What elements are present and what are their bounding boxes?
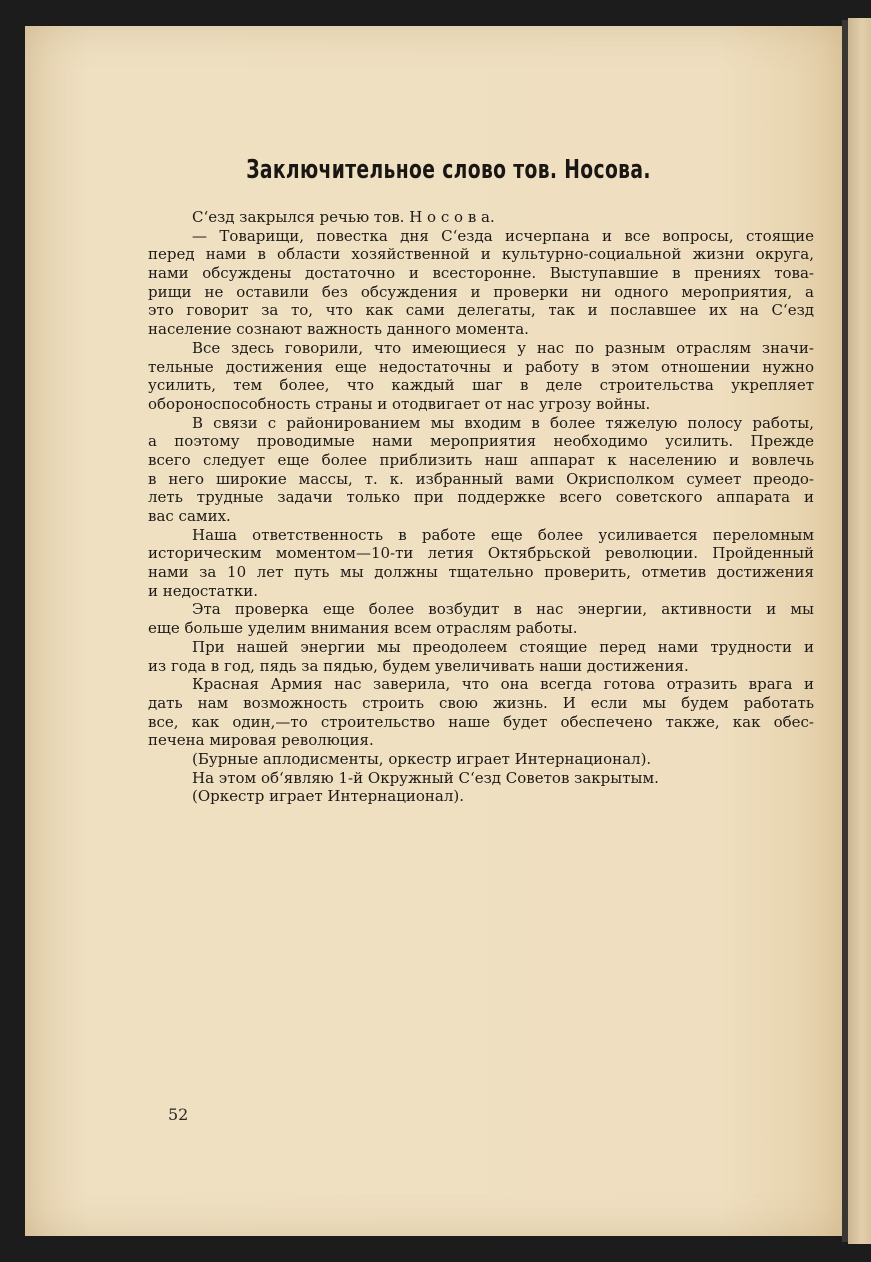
text-line: леть трудные задачи только при поддержке всего советского аппарата и bbox=[148, 488, 814, 507]
text-line: При нашей энергии мы преодолеем стоящие перед нами трудности и bbox=[192, 637, 814, 656]
text-line: в него широкие массы, т. к. избранный вами Окрисполком сумеет преодо- bbox=[148, 469, 814, 488]
text-line: вас самих. bbox=[148, 507, 231, 525]
text-line: нами за 10 лет путь мы должны тщательно проверить, отметив достижения bbox=[148, 563, 814, 582]
page-title: Заключительное слово тов. Носова. bbox=[246, 155, 651, 185]
text-line: С‘езд закрылся речью тов. Н о с о в а. bbox=[192, 208, 495, 226]
text-line: рищи не оставили без обсуждения и проверки ни одного мероприятия, а bbox=[148, 282, 814, 301]
text-line: всего следует еще более приблизить наш аппарат к населению и вовлечь bbox=[148, 450, 814, 469]
text-line: усилить, тем более, что каждый шаг в деле строительства укрепляет bbox=[148, 376, 814, 395]
text-line: (Оркестр играет Интернационал). bbox=[192, 787, 464, 806]
text-line: обороноспособность страны и отодвигает от нас угрозу войны. bbox=[148, 394, 651, 413]
text-line: дать нам возможность строить свою жизнь. И если мы будем работать bbox=[148, 693, 814, 712]
text-line: все, как один,—то строительство наше будет обеспечено также, как обес- bbox=[148, 712, 814, 731]
text-line: перед нами в области хозяйственной и культурно-социальной жизни округа, bbox=[148, 245, 814, 264]
text-line: — Товарищи, повестка дня С‘езда исчерпана и все вопросы, стоящие bbox=[192, 226, 814, 245]
text-line: историческим моментом—10-ти летия Октябрьской революции. Пройденный bbox=[148, 544, 814, 563]
text-line: это говорит за то, что как сами делегаты, так и пославшее их на С‘езд bbox=[148, 301, 814, 320]
text-line: Красная Армия нас заверила, что она всегда готова отразить врага и bbox=[192, 675, 814, 694]
text-line: из года в год, пядь за пядью, будем увеличивать наши достижения. bbox=[148, 656, 689, 675]
text-line: и недостатки. bbox=[148, 581, 258, 600]
text-line: На этом об‘являю 1-й Окружный С‘езд Советов закрытым. bbox=[192, 768, 659, 787]
text-line: (Бурные аплодисменты, оркестр играет Интернационал). bbox=[192, 749, 652, 768]
text-line: население сознают важность данного момента. bbox=[148, 320, 529, 339]
text-line: а поэтому проводимые нами мероприятия необходимо усилить. Прежде bbox=[148, 432, 814, 451]
text-line: В связи с районированием мы входим в более тяжелую полосу работы, bbox=[192, 413, 814, 432]
page-number: 52 bbox=[168, 1105, 189, 1124]
text-line: нами обсуждены достаточно и всесторонне. Выступавшие в прениях това- bbox=[148, 264, 814, 283]
adjacent-page-edge bbox=[848, 18, 871, 1244]
text-line: тельные достижения еще недостаточны и работу в этом отношении нужно bbox=[148, 357, 814, 376]
document-body bbox=[148, 208, 814, 806]
text-line: Наша ответственность в работе еще более усиливается переломным bbox=[192, 525, 814, 544]
text-line: Все здесь говорили, что имеющиеся у нас по разным отраслям значи- bbox=[192, 338, 814, 357]
text-line: еще больше уделим внимания всем отраслям работы. bbox=[148, 619, 578, 638]
text-line: печена мировая революция. bbox=[148, 731, 374, 750]
text-line: Эта проверка еще более возбудит в нас энергии, активности и мы bbox=[192, 600, 814, 619]
